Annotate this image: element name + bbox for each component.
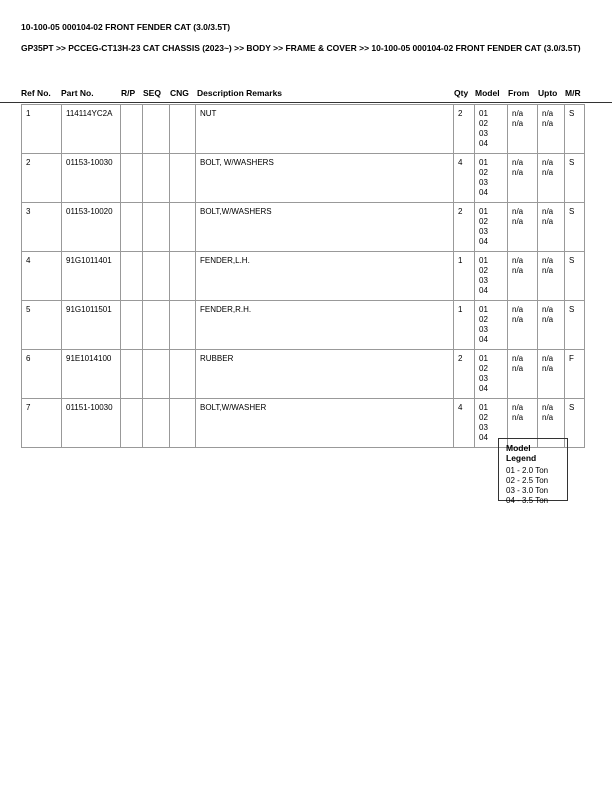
mr-value: S <box>569 109 575 118</box>
legend-item: 02 - 2.5 Ton <box>506 476 549 485</box>
upto-cell <box>538 203 565 252</box>
model-value: 01 <box>479 158 488 167</box>
ref-no-cell <box>22 252 62 301</box>
model-value: 04 <box>479 433 488 442</box>
seq-cell <box>143 350 170 399</box>
part-no-cell <box>62 203 121 252</box>
qty-value: 4 <box>458 158 463 167</box>
mr-cell <box>565 105 585 154</box>
model-value: 04 <box>479 139 488 148</box>
mr-cell <box>565 203 585 252</box>
description-cell <box>196 105 454 154</box>
qty-value: 1 <box>458 305 463 314</box>
from-cell <box>508 350 538 399</box>
model-value: 04 <box>479 188 488 197</box>
table-row <box>22 301 585 350</box>
model-value: 02 <box>479 217 488 226</box>
description-cell <box>196 154 454 203</box>
from-cell <box>508 154 538 203</box>
upto-value: n/a <box>542 256 554 265</box>
upto-cell <box>538 154 565 203</box>
column-header: CNG <box>170 88 189 98</box>
model-value: 02 <box>479 168 488 177</box>
qty-cell <box>454 203 475 252</box>
ref-no-cell <box>22 105 62 154</box>
qty-cell <box>454 252 475 301</box>
part-no-cell <box>62 350 121 399</box>
column-header: Description Remarks <box>197 88 283 98</box>
description-cell <box>196 203 454 252</box>
qty-value: 2 <box>458 354 463 363</box>
upto-value: n/a <box>542 354 554 363</box>
ref-no-cell <box>22 350 62 399</box>
upto-cell <box>538 301 565 350</box>
ref-no-value: 5 <box>26 305 31 314</box>
from-value: n/a <box>512 217 524 226</box>
mr-value: S <box>569 207 575 216</box>
part-no-value: 01151-10030 <box>66 403 113 412</box>
model-value: 02 <box>479 413 488 422</box>
mr-value: F <box>569 354 574 363</box>
description-value: RUBBER <box>200 354 234 363</box>
model-value: 01 <box>479 354 488 363</box>
column-header: Model <box>475 88 500 98</box>
page-title: 10-100-05 000104-02 FRONT FENDER CAT (3.0/3.5T) <box>21 22 231 32</box>
table-row <box>22 350 585 399</box>
seq-cell <box>143 252 170 301</box>
mr-value: S <box>569 158 575 167</box>
part-no-value: 114114YC2A <box>66 109 113 118</box>
upto-value: n/a <box>542 119 554 128</box>
part-no-value: 01153-10030 <box>66 158 113 167</box>
ref-no-value: 4 <box>26 256 31 265</box>
model-value: 01 <box>479 207 488 216</box>
column-header: M/R <box>565 88 581 98</box>
table-row <box>22 203 585 252</box>
from-value: n/a <box>512 305 524 314</box>
model-value: 03 <box>479 129 488 138</box>
from-value: n/a <box>512 315 524 324</box>
model-value: 01 <box>479 256 488 265</box>
qty-cell <box>454 301 475 350</box>
description-cell <box>196 301 454 350</box>
seq-cell <box>143 399 170 448</box>
model-cell <box>475 252 508 301</box>
mr-cell <box>565 154 585 203</box>
legend-item: 04 - 3.5 Ton <box>506 496 549 505</box>
qty-cell <box>454 399 475 448</box>
from-cell <box>508 252 538 301</box>
description-cell <box>196 252 454 301</box>
model-value: 04 <box>479 286 488 295</box>
cng-cell <box>170 252 196 301</box>
from-value: n/a <box>512 109 524 118</box>
qty-cell <box>454 350 475 399</box>
cng-cell <box>170 203 196 252</box>
description-value: NUT <box>200 109 217 118</box>
model-value: 03 <box>479 325 488 334</box>
model-value: 02 <box>479 119 488 128</box>
ref-no-cell <box>22 154 62 203</box>
cng-cell <box>170 399 196 448</box>
model-value: 03 <box>479 423 488 432</box>
seq-cell <box>143 105 170 154</box>
upto-cell <box>538 252 565 301</box>
upto-value: n/a <box>542 413 554 422</box>
part-no-cell <box>62 301 121 350</box>
parts-table <box>21 104 585 448</box>
model-cell <box>475 203 508 252</box>
rp-cell <box>121 252 143 301</box>
column-header: SEQ <box>143 88 161 98</box>
part-no-value: 01153-10020 <box>66 207 113 216</box>
upto-value: n/a <box>542 158 554 167</box>
mr-cell <box>565 301 585 350</box>
upto-value: n/a <box>542 109 554 118</box>
upto-value: n/a <box>542 217 554 226</box>
description-value: FENDER,R.H. <box>200 305 252 314</box>
mr-value: S <box>569 403 575 412</box>
model-value: 04 <box>479 384 488 393</box>
rp-cell <box>121 301 143 350</box>
ref-no-cell <box>22 399 62 448</box>
upto-value: n/a <box>542 207 554 216</box>
legend-item: 01 - 2.0 Ton <box>506 466 549 475</box>
model-value: 03 <box>479 227 488 236</box>
cng-cell <box>170 105 196 154</box>
model-cell <box>475 154 508 203</box>
from-value: n/a <box>512 207 524 216</box>
table-row <box>22 154 585 203</box>
table-row <box>22 252 585 301</box>
ref-no-value: 3 <box>26 207 31 216</box>
qty-cell <box>454 105 475 154</box>
cng-cell <box>170 301 196 350</box>
qty-value: 2 <box>458 109 463 118</box>
model-legend <box>498 438 568 505</box>
column-header: Part No. <box>61 88 94 98</box>
rp-cell <box>121 350 143 399</box>
breadcrumb: GP35PT >> PCCEG-CT13H-23 CAT CHASSIS (2023~) >> BODY >> FRAME & COVER >> 10-100-05 000104-02 FRONT FENDER CAT (3.0/3.5T) <box>21 43 581 53</box>
upto-value: n/a <box>542 168 554 177</box>
from-value: n/a <box>512 354 524 363</box>
mr-value: S <box>569 256 575 265</box>
table-row <box>22 105 585 154</box>
upto-cell <box>538 350 565 399</box>
seq-cell <box>143 301 170 350</box>
qty-cell <box>454 154 475 203</box>
from-value: n/a <box>512 413 524 422</box>
cng-cell <box>170 154 196 203</box>
part-no-cell <box>62 154 121 203</box>
mr-cell <box>565 252 585 301</box>
part-no-cell <box>62 105 121 154</box>
description-value: BOLT, W/WASHERS <box>200 158 274 167</box>
legend-item: 03 - 3.0 Ton <box>506 486 549 495</box>
upto-value: n/a <box>542 364 554 373</box>
mr-cell <box>565 350 585 399</box>
model-value: 03 <box>479 374 488 383</box>
upto-value: n/a <box>542 266 554 275</box>
upto-value: n/a <box>542 403 554 412</box>
model-value: 02 <box>479 315 488 324</box>
cng-cell <box>170 350 196 399</box>
from-value: n/a <box>512 364 524 373</box>
rp-cell <box>121 154 143 203</box>
rp-cell <box>121 105 143 154</box>
legend-title: Model Legend <box>506 443 537 463</box>
seq-cell <box>143 154 170 203</box>
description-value: BOLT,W/WASHERS <box>200 207 272 216</box>
part-no-value: 91E1014100 <box>66 354 112 363</box>
part-no-cell <box>62 252 121 301</box>
ref-no-value: 6 <box>26 354 31 363</box>
ref-no-cell <box>22 301 62 350</box>
model-value: 02 <box>479 266 488 275</box>
upto-cell <box>538 105 565 154</box>
model-value: 04 <box>479 237 488 246</box>
column-header: R/P <box>121 88 136 98</box>
from-cell <box>508 105 538 154</box>
from-value: n/a <box>512 256 524 265</box>
from-value: n/a <box>512 403 524 412</box>
part-no-value: 91G1011401 <box>66 256 112 265</box>
column-header: Qty <box>454 88 469 98</box>
description-value: FENDER,L.H. <box>200 256 250 265</box>
ref-no-value: 1 <box>26 109 31 118</box>
ref-no-value: 2 <box>26 158 31 167</box>
qty-value: 2 <box>458 207 463 216</box>
header-divider <box>0 102 612 103</box>
model-cell <box>475 301 508 350</box>
rp-cell <box>121 399 143 448</box>
qty-value: 4 <box>458 403 463 412</box>
model-value: 01 <box>479 109 488 118</box>
rp-cell <box>121 203 143 252</box>
part-no-cell <box>62 399 121 448</box>
model-value: 01 <box>479 305 488 314</box>
model-value: 04 <box>479 335 488 344</box>
from-value: n/a <box>512 119 524 128</box>
from-value: n/a <box>512 266 524 275</box>
from-value: n/a <box>512 168 524 177</box>
column-header: From <box>508 88 530 98</box>
model-cell <box>475 350 508 399</box>
from-cell <box>508 301 538 350</box>
model-value: 03 <box>479 276 488 285</box>
upto-value: n/a <box>542 305 554 314</box>
column-header: Ref No. <box>21 88 51 98</box>
from-value: n/a <box>512 158 524 167</box>
from-cell <box>508 203 538 252</box>
ref-no-value: 7 <box>26 403 31 412</box>
model-value: 01 <box>479 403 488 412</box>
column-header: Upto <box>538 88 558 98</box>
description-cell <box>196 350 454 399</box>
description-cell <box>196 399 454 448</box>
upto-value: n/a <box>542 315 554 324</box>
seq-cell <box>143 203 170 252</box>
model-value: 02 <box>479 364 488 373</box>
model-value: 03 <box>479 178 488 187</box>
part-no-value: 91G1011501 <box>66 305 112 314</box>
qty-value: 1 <box>458 256 463 265</box>
mr-value: S <box>569 305 575 314</box>
description-value: BOLT,W/WASHER <box>200 403 267 412</box>
ref-no-cell <box>22 203 62 252</box>
model-cell <box>475 105 508 154</box>
